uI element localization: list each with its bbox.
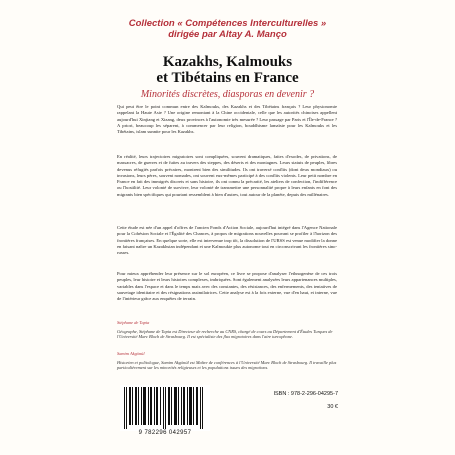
- barcode-number: 9 782296 042957: [138, 430, 192, 436]
- author-name: Stéphane de Tapia: [117, 320, 150, 325]
- author-block: [117, 351, 337, 371]
- author-bio: Géographe, Stéphane de Tapia est Directeur de recherche au CNRS, chargé de cours au Département d'Études Turques de l'Université Marc Bloch de Strasbourg. Il est spécialiste des flux migratoires dans l'aire turcophone.: [117, 328, 333, 340]
- series-director: dirigée par Altay A. Manço: [168, 29, 287, 40]
- barcode-bars: [120, 385, 210, 429]
- price: 30 €: [327, 404, 338, 410]
- isbn: ISBN : 978-2-296-04295-7: [273, 391, 338, 397]
- summary-paragraph: Qui peut être le point commun entre des Kalmouks, des Kazakhs et des Tibétains français ? Leur physionomie rappelant la Haute Asie ? Une origine remontant à la Chine occidentale, celle que les autorités chinoises appellent aujourd'hui Xinjiang et Xizang, deux provinces à l'autonomie très mesurée ? Leur passage par Paris et l'Île-de-France ? A priori, beaucoup les séparent, à commencer par leur religion, bouddhisme lamaïste pour les Kalmouks et les Tibétains, islam sunnite pour les Kazakhs.: [117, 104, 337, 135]
- book-subtitle: Minorités discrètes, diasporas en devenir ?: [140, 89, 315, 100]
- author-bio: Historien et politologue, Samim Akgönül est Maître de conférences à l'Université Marc Bloch de Strasbourg. Il travaille plus particulièrement sur les minorités religieuses et les populations issues des migrations.: [117, 359, 337, 371]
- summary-paragraph: En réalité, leurs trajectoires migratoires sont compliquées, souvent dramatiques, faites d'exodes, de privations, de massacres, de guerres et de fuites au travers des steppes, des déserts et des montagnes. Leurs statuts de peuples, libres devenus réfugiés parfois précaires, montrent bien des similitudes. Ils ont traversé conflits (dont deux mondiaux) ou invasions, leurs pères, souvent nomades, ont souvent eux-mêmes participé à des conflits violents. Leur petit nombre en France en fait des immigrés discrets et sans histoire, ils ont connu la précarité, les ateliers de confection, l'indifférence ou l'hostilité. Leur volonté de survivre, leur volonté de transmettre une personnalité propre à leurs enfants en font des migrants bien spécifiques qui pourtant ressemblent à bien d'autres, tout autour de la planète, depuis des millénaires.: [117, 154, 337, 197]
- book-title-line-1: Kazakhs, Kalmouks: [162, 54, 293, 70]
- author-name: Samim Akgönül: [117, 351, 145, 356]
- barcode: [120, 385, 210, 431]
- summary-paragraph: Cette étude est née d'un appel d'offres de l'ancien Fonds d'Action Sociale, aujourd'hui intégré dans l'Agence Nationale pour la Cohésion Sociale et l'Égalité des Chances, à propos de migrations nouvelles pouvant se profiler à l'horizon des frontières françaises. En quelque sorte, elle est intervenue trop tôt, la dissolution de l'URSS est venue modifier la donne en faisant naître un Kazakhstan indépendant et une Kalmoukie plus autonome tout en circonscrivant les frontières sino-russes.: [117, 225, 337, 256]
- book-title-line-2: et Tibétains en France: [156, 70, 299, 86]
- author-block: [117, 320, 337, 340]
- series-title: Collection « Compétences Interculturelles »: [128, 18, 327, 29]
- summary-paragraph: Pour mieux appréhender leur présence sur le sol européen, ce livre se propose d'analyser l'ethnogenèse de ces trois peuples, leur histoire et leurs histoires complexes, imbriquées. Sont également analysées leurs appartenances multiples, variables dans l'espace et dans le temps mais avec des constantes, des résistances, des enfermements, des tentatives de sauvetage identitaire et des résignations assimilatrices. Cette analyse est à la fois externe, vue d'en haut, et interne, vue de l'intérieur grâce aux enquêtes de terrain.: [117, 271, 337, 302]
